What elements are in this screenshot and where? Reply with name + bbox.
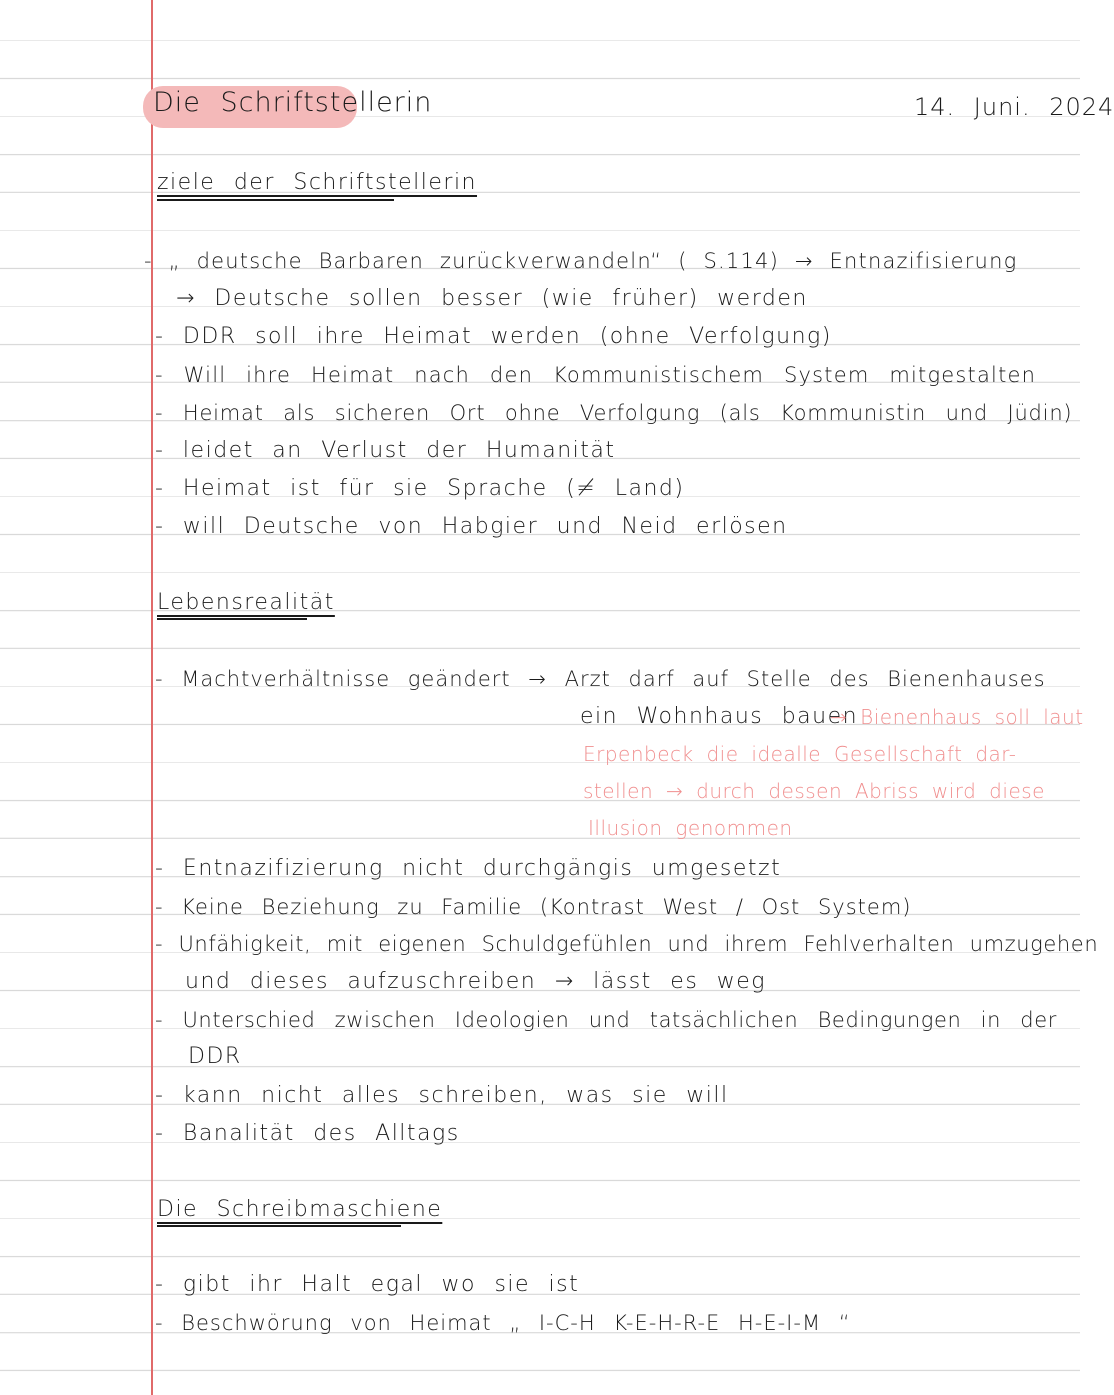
note-line: - will Deutsche von Habgier und Neid erlösen	[155, 514, 788, 539]
section-heading-ziele: ziele der Schriftstellerin	[157, 170, 478, 195]
note-line: DDR	[188, 1044, 242, 1069]
note-line: - Machtverhältnisse geändert → Arzt darf auf Stelle des Bienenhauses	[155, 667, 1046, 691]
note-line: - Beschwörung von Heimat „ I-C-H K-E-H-R-E H-E-I-M “	[155, 1311, 851, 1335]
heading-underline	[157, 618, 307, 620]
note-line: → Deutsche sollen besser (wie früher) werden	[176, 286, 808, 311]
note-line: - Unterschied zwischen Ideologien und tatsächlichen Bedingungen in der	[155, 1008, 1057, 1032]
section-heading-lebensrealitaet: Lebensrealität	[157, 590, 335, 615]
note-line: - Will ihre Heimat nach den Kommunistischem System mitgestalten	[155, 363, 1037, 387]
heading-underline	[157, 199, 394, 201]
section-heading-schreibmaschiene: Die Schreibmaschiene	[157, 1197, 443, 1222]
note-line: - DDR soll ihre Heimat werden (ohne Verfolgung)	[155, 324, 832, 349]
pink-annotation: Erpenbeck die idealle Gesellschaft dar-	[583, 742, 1017, 766]
heading-underline	[157, 1225, 401, 1227]
note-line: - Banalität des Alltags	[155, 1121, 460, 1146]
pink-annotation: → Bienenhaus soll laut	[830, 705, 1084, 729]
page-title: Die Schriftstellerin	[153, 87, 433, 118]
note-line: - leidet an Verlust der Humanität	[155, 438, 616, 463]
note-line: - kann nicht alles schreiben, was sie will	[155, 1083, 729, 1108]
note-line: - Unfähigkeit, mit eigenen Schuldgefühlen und ihrem Fehlverhalten umzugehen	[155, 932, 1099, 956]
note-line: - gibt ihr Halt egal wo sie ist	[155, 1272, 580, 1297]
note-line: - Entnazifizierung nicht durchgängis umgesetzt	[155, 856, 782, 881]
margin-line	[151, 0, 153, 1395]
note-line: - Heimat ist für sie Sprache (≠ Land)	[155, 476, 685, 501]
note-line: - Keine Beziehung zu Familie (Kontrast West / Ost System)	[155, 895, 912, 919]
page-date: 14. Juni. 2024	[914, 93, 1114, 121]
note-line: und dieses aufzuschreiben → lässt es weg	[185, 969, 767, 994]
pink-annotation: stellen → durch dessen Abriss wird diese	[583, 779, 1045, 803]
note-line: - Heimat als sicheren Ort ohne Verfolgung (als Kommunistin und Jüdin)	[155, 401, 1073, 425]
note-line: ein Wohnhaus bauen	[580, 704, 859, 729]
note-line: - „ deutsche Barbaren zurückverwandeln“ ( S.114) → Entnazifisierung	[144, 249, 1018, 273]
pink-annotation: Illusion genommen	[588, 816, 793, 840]
